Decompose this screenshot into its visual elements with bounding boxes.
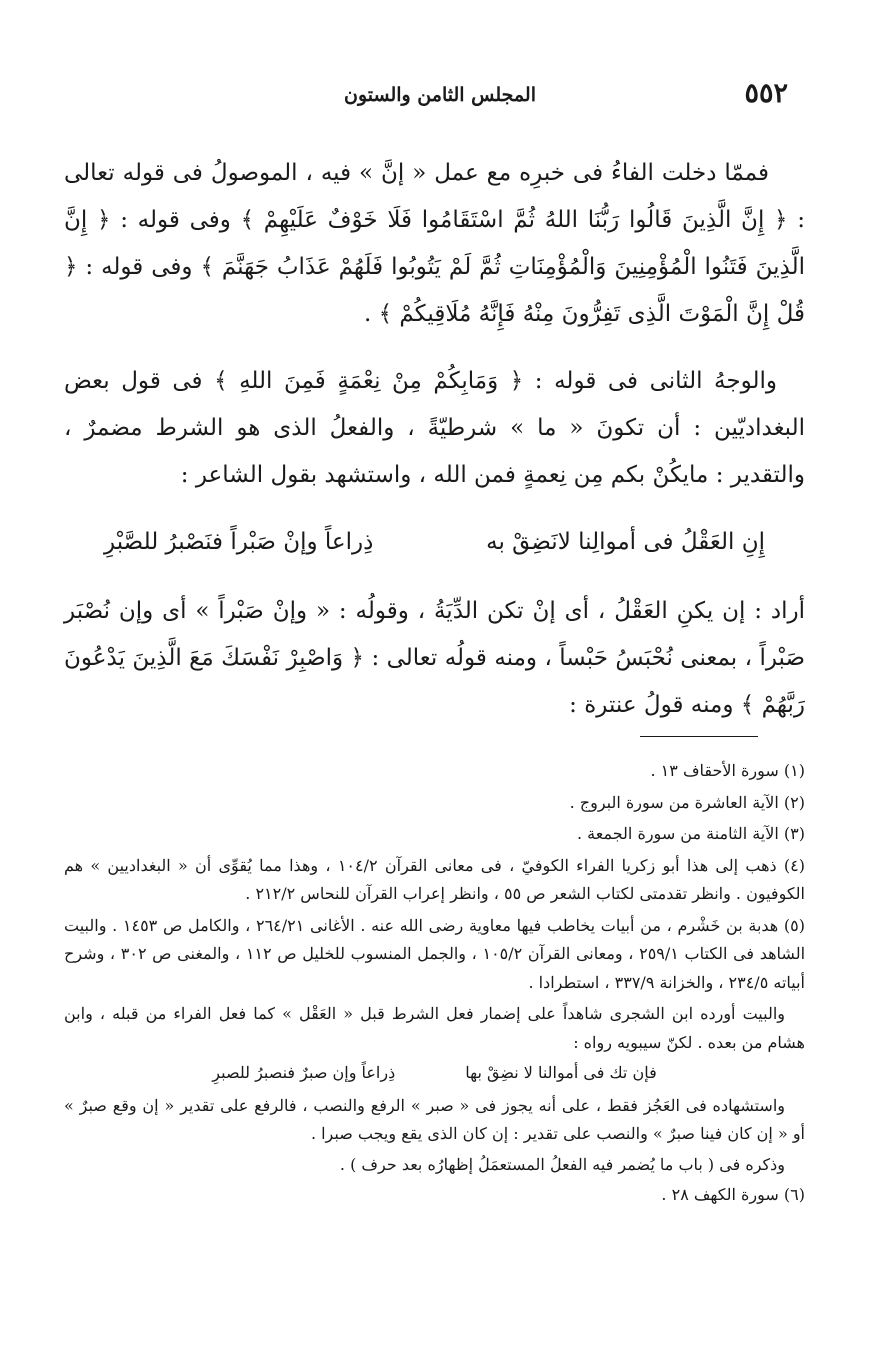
- verse-second-hemistich: ذِراعاً وإنْ صَبْراً فنَصْبرُ للصَّبْرِ: [104, 529, 374, 555]
- page-number: ٥٥٢: [744, 78, 788, 109]
- footnote-4: (٤) ذهب إلى هذا أبو زكريا الفراء الكوفيّ ، فى معانى القرآن ١٠٤/٢ ، وهذا مما يُقوِّى أن « البغداديين » هم الكوفيون . وانظر تقدمتى لكتاب الشعر ص ٥٥ ، وانظر إعراب القرآن للنحاس ٢١٢/٢ .: [64, 855, 805, 903]
- running-title: المجلس الثامن والستون: [344, 84, 536, 106]
- footnote-5-reference: وذكره فى ( باب ما يُضمر فيه الفعلُ المستعمَلُ إظهارُه بعد حرف ) .: [339, 1154, 785, 1174]
- main-text: [64, 150, 805, 749]
- footnote-5-continuation: والبيت أورده ابن الشجرى شاهداً على إضمار فعل الشرط قبل « العَقْل » كما فعل الفراء من قبله ، وابن هشام من بعده . لكنّ سيبويه رواه :: [64, 1004, 805, 1052]
- paragraph-1: فممّا دخلت الفاءُ فى خبرِه مع عمل « إنَّ » فيه ، الموصولُ فى قوله تعالى : ﴿ إِنَّ الَّذِينَ قَالُوا رَبُّنَا اللهُ ثُمَّ اسْتَقَامُوا فَلَا خَوْفٌ عَلَيْهِمْ ﴾ وفى قوله : ﴿ إِنَّ الَّذِينَ فَتَنُوا الْمُؤْمِنِينَ وَالْمُؤْمِنَاتِ ثُمَّ لَمْ يَتُوبُوا فَلَهُمْ عَذَابُ جَهَنَّمَ ﴾ وفى قوله : ﴿ قُلْ إِنَّ الْمَوْتَ الَّذِى تَفِرُّونَ مِنْهُ فَإِنَّهُ مُلَاقِيكُمْ ﴾ .: [64, 160, 805, 327]
- footnote-2: (٢) الآية العاشرة من سورة البروج .: [569, 792, 805, 812]
- footnote-verse-first: فإن تك فى أموالنا لا نضِقْ بها: [465, 1063, 657, 1082]
- paragraph-3: أراد : إن يكنِ العَقْلُ ، أى إنْ تكن الدِّيَةُ ، وقولُه : « وإنْ صَبْراً » أى وإن نُصْبَر صَبْراً ، بمعنى نُحْبَسُ حَبْساً ، ومنه قولُه تعالى : ﴿ وَاصْبِرْ نَفْسَكَ مَعَ الَّذِينَ يَدْعُونَ رَبَّهُمْ ﴾ ومنه قولُ عنترة :: [64, 598, 805, 718]
- footnote-3: (٣) الآية الثامنة من سورة الجمعة .: [576, 824, 805, 843]
- footnote-1: (١) سورة الأحقاف ١٣ .: [650, 761, 805, 780]
- footnote-verse: [64, 1059, 805, 1088]
- verse-first-hemistich: إِنِ العَقْلُ فى أموالِنا لانَضِقْ به: [486, 529, 765, 555]
- footnotes: [64, 757, 805, 1213]
- footnote-verse-second: ذِراعاً وإن صبرٌ فنصبرُ للصبرِ: [212, 1063, 396, 1082]
- footnote-5: (٥) هدبة بن خَشْرم ، من أبيات يخاطب فيها معاوية رضى الله عنه . الأغانى ٢٦٤/٢١ ، والكامل ص ١٤٥٣ . والبيت الشاهد فى الكتاب ٢٥٩/١ ، ومعانى القرآن ١٠٥/٢ ، والجمل المنسوب للخليل ص ١١٢ ، والمغنى ص ٣٠٢ ، وشرح أبياته ٢٣٤/٥ ، والخزانة ٣٣٧/٩ ، استطرادا .: [64, 915, 806, 992]
- footnote-divider: [640, 736, 758, 737]
- footnote-5-explanation: واستشهاده فى العَجُز فقط ، على أنه يجوز فى « صبر » الرفع والنصب ، فالرفع على تقدير « إن وقع صبرٌ » أو « إن كان فينا صبرٌ » والنصب على تقدير : إن كان الذى يقع ويجب صبرا .: [64, 1095, 805, 1143]
- paragraph-2: والوجهُ الثانى فى قوله : ﴿ وَمَابِكُمْ مِنْ نِعْمَةٍ فَمِنَ اللهِ ﴾ فى قول بعض البغداديّين : أن تكونَ « ما » شرطيّةً ، والفعلُ الذى هو الشرط مضمرٌ ، والتقدير : مايكُنْ بكم مِن نِعمةٍ فمن الله ، واستشهد بقول الشاعر :: [64, 368, 805, 488]
- poetry-verse: [104, 519, 765, 566]
- footnote-6: (٦) سورة الكهف ٢٨ .: [661, 1185, 805, 1204]
